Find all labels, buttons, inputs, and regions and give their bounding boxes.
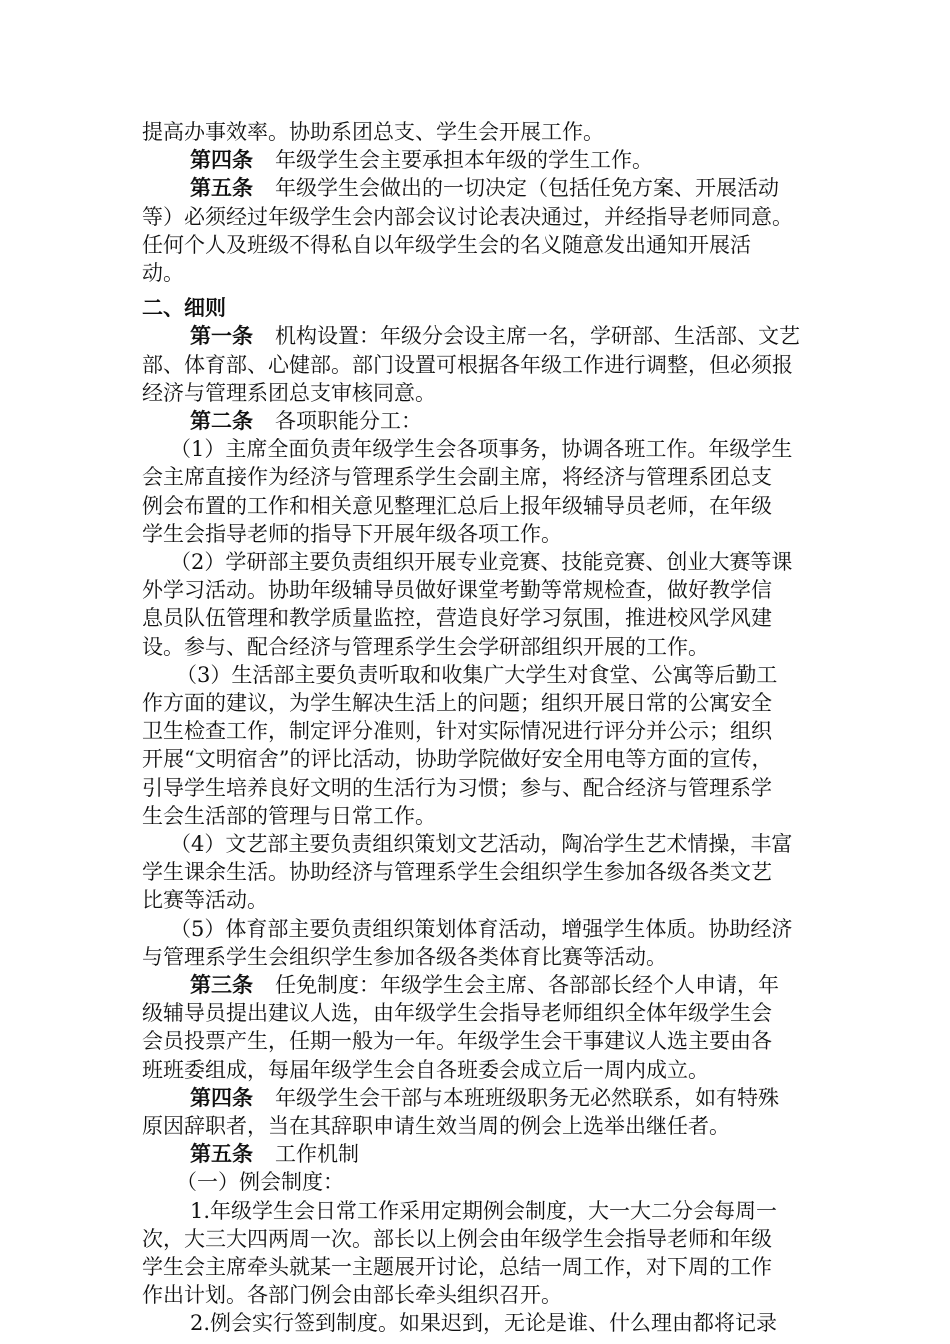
paragraph-line: 作出计划。各部门例会由部长牵头组织召开。 bbox=[142, 1283, 562, 1307]
article-line bbox=[190, 1084, 779, 1112]
paragraph-line: 例会布置的工作和相关意见整理汇总后上报年级辅导员老师，在年级 bbox=[142, 494, 772, 518]
article-label: 第五条 bbox=[190, 1141, 253, 1166]
paragraph-line: （一）例会制度： bbox=[176, 1170, 344, 1194]
paragraph-line: 卫生检查工作，制定评分准则，针对实际情况进行评分并公示；组织 bbox=[142, 719, 772, 743]
paragraph-line: 与管理系学生会组织学生参加各级各类体育比赛等活动。 bbox=[142, 945, 667, 969]
article-text: 各项职能分工： bbox=[275, 409, 422, 433]
article-label: 第二条 bbox=[190, 408, 253, 433]
paragraph-line: 外学习活动。协助年级辅导员做好课堂考勤等常规检查，做好教学信 bbox=[142, 578, 772, 602]
paragraph-line: 作方面的建议，为学生解决生活上的问题；组织开展日常的公寓安全 bbox=[142, 691, 772, 715]
article-label: 第三条 bbox=[190, 972, 253, 997]
paragraph-line: 学生会主席牵头就某一主题展开讨论，总结一周工作，对下周的工作 bbox=[142, 1255, 772, 1279]
paragraph-line: 会主席直接作为经济与管理系学生会副主席，将经济与管理系团总支 bbox=[142, 465, 772, 489]
article-line bbox=[190, 971, 779, 999]
article-line bbox=[190, 322, 800, 350]
paragraph-line: 会员投票产生，任期一般为一年。年级学生会干事建议人选主要由各 bbox=[142, 1029, 772, 1053]
paragraph-line: （4）文艺部主要负责组织策划文艺活动，陶冶学生艺术情操，丰富 bbox=[170, 832, 793, 856]
paragraph-line: 级辅导员提出建议人选，由年级学生会指导老师组织全体年级学生会 bbox=[142, 1001, 772, 1025]
article-label: 第四条 bbox=[190, 1085, 253, 1110]
paragraph-line: （5）体育部主要负责组织策划体育活动，增强学生体质。协助经济 bbox=[170, 917, 793, 941]
paragraph-line: 班班委组成，每届年级学生会自各班委会成立后一周内成立。 bbox=[142, 1058, 709, 1082]
article-text: 工作机制 bbox=[275, 1142, 359, 1166]
paragraph-line: 设。参与、配合经济与管理系学生会学研部组织开展的工作。 bbox=[142, 635, 709, 659]
article-text: 年级学生会干部与本班班级职务无必然联系，如有特殊 bbox=[275, 1086, 779, 1110]
section-heading: 二、细则 bbox=[142, 295, 226, 320]
paragraph-line: 原因辞职者，当在其辞职申请生效当周的例会上选举出继任者。 bbox=[142, 1114, 730, 1138]
paragraph-line: 学生会指导老师的指导下开展年级各项工作。 bbox=[142, 522, 562, 546]
paragraph-line: 生会生活部的管理与日常工作。 bbox=[142, 804, 436, 828]
paragraph-line: 引导学生培养良好文明的生活行为习惯；参与、配合经济与管理系学 bbox=[142, 776, 772, 800]
paragraph-line: 等）必须经过年级学生会内部会议讨论表决通过，并经指导老师同意。 bbox=[142, 205, 793, 229]
paragraph-line: 开展“文明宿舍”的评比活动，协助学院做好安全用电等方面的宣传， bbox=[142, 747, 773, 771]
paragraph-line: 任何个人及班级不得私自以年级学生会的名义随意发出通知开展活 bbox=[142, 233, 751, 257]
article-line bbox=[190, 174, 779, 202]
paragraph-line: （3）生活部主要负责听取和收集广大学生对食堂、公寓等后勤工 bbox=[176, 663, 778, 687]
paragraph-line: 息员队伍管理和教学质量监控，营造良好学习氛围，推进校风学风建 bbox=[142, 606, 772, 630]
paragraph-line: （1）主席全面负责年级学生会各项事务，协调各班工作。年级学生 bbox=[170, 437, 793, 461]
article-text: 年级学生会做出的一切决定（包括任免方案、开展活动 bbox=[275, 176, 779, 200]
paragraph-line: （2）学研部主要负责组织开展专业竞赛、技能竞赛、创业大赛等课 bbox=[170, 550, 793, 574]
article-line bbox=[190, 407, 422, 435]
paragraph-line: 1.年级学生会日常工作采用定期例会制度，大一大二分会每周一 bbox=[190, 1199, 778, 1223]
article-label: 第四条 bbox=[190, 147, 253, 172]
paragraph-line: 部、体育部、心健部。部门设置可根据各年级工作进行调整，但必须报 bbox=[142, 353, 793, 377]
paragraph-line: 动。 bbox=[142, 261, 184, 285]
article-label: 第一条 bbox=[190, 323, 253, 348]
article-label: 第五条 bbox=[190, 175, 253, 200]
paragraph-line: 学生课余生活。协助经济与管理系学生会组织学生参加各级各类文艺 bbox=[142, 860, 772, 884]
article-text: 年级学生会主要承担本年级的学生工作。 bbox=[275, 148, 653, 172]
paragraph-line: 比赛等活动。 bbox=[142, 888, 268, 912]
article-line bbox=[190, 1140, 359, 1168]
paragraph-line: 提高办事效率。协助系团总支、学生会开展工作。 bbox=[142, 120, 604, 144]
article-line bbox=[190, 146, 653, 174]
article-text: 机构设置：年级分会设主席一名，学研部、生活部、文艺 bbox=[275, 324, 800, 348]
paragraph-line: 经济与管理系团总支审核同意。 bbox=[142, 381, 436, 405]
paragraph-line: 次，大三大四两周一次。部长以上例会由年级学生会指导老师和年级 bbox=[142, 1227, 772, 1251]
article-text: 任免制度：年级学生会主席、各部部长经个人申请，年 bbox=[275, 973, 779, 997]
paragraph-line: 2.例会实行签到制度。如果迟到，无论是谁、什么理由都将记录 bbox=[190, 1311, 778, 1335]
